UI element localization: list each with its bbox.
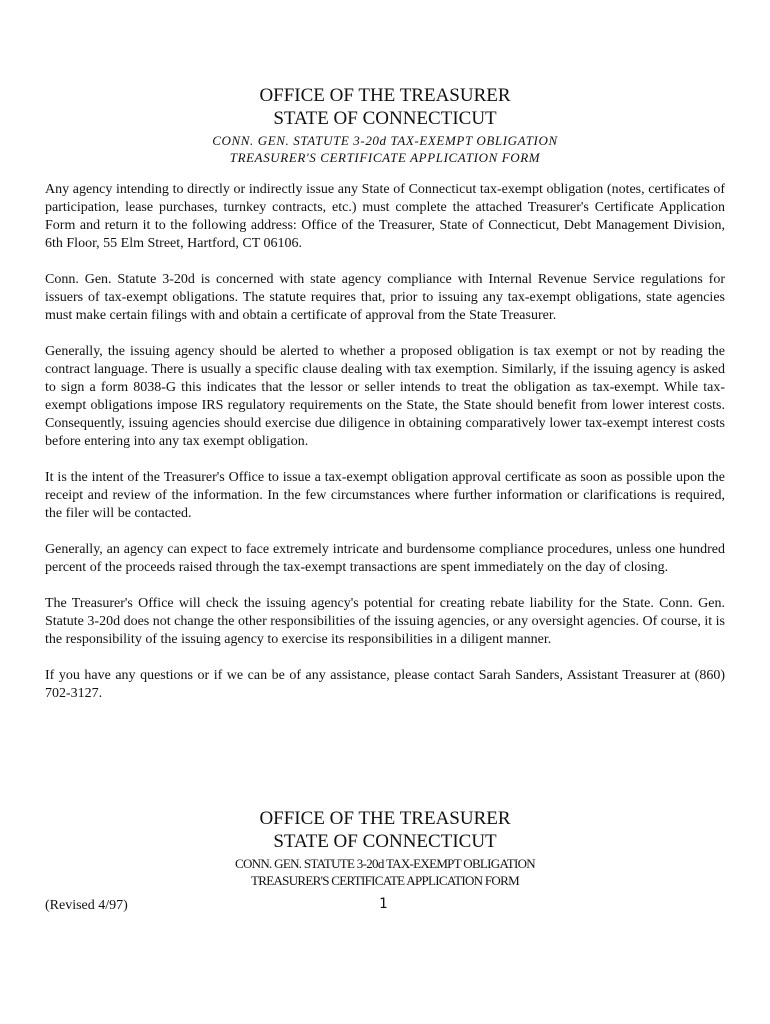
footer-office-title: OFFICE OF THE TREASURER <box>259 808 511 829</box>
footer-state-title: STATE OF CONNECTICUT <box>273 831 497 852</box>
paragraph-approval-intent: It is the intent of the Treasurer's Office to issue a tax-exempt obligation approval certificate as soon as possible upon the receipt and review of the information. In the few circumstances where further information or clarifications is required, the filer will be contacted. <box>45 470 725 521</box>
header-form-subtitle: TREASURER'S CERTIFICATE APPLICATION FORM <box>229 150 541 165</box>
footer-statute-subtitle: CONN. GEN. STATUTE 3-20d TAX-EXEMPT OBLIGATION <box>235 856 535 871</box>
paragraph-statute-overview: Conn. Gen. Statute 3-20d is concerned with state agency compliance with Internal Revenue Service regulations for issuers of tax-exempt obligations. The statute requires that, prior to issuing any tax-exempt obligations, state agencies must make certain filings with and obtain a certificate of approval from the State Treasurer. <box>45 272 725 323</box>
header-state-title: STATE OF CONNECTICUT <box>273 108 497 129</box>
revision-note: (Revised 4/97) <box>45 898 128 913</box>
paragraph-submission-instructions: Any agency intending to directly or indirectly issue any State of Connecticut tax-exempt obligation (notes, certificates of participation, lease purchases, turnkey contracts, etc.) must complete the attached Treasurer's Certificate Application Form and return it to the following address: Office of the Treasurer, State of Connecticut, Debt Management Division, 6th Floor, 55 Elm Street, Hartford, CT 06106. <box>45 182 725 251</box>
paragraph-identifying-obligations: Generally, the issuing agency should be alerted to whether a proposed obligation is tax exempt or not by reading the contract language. There is usually a specific clause dealing with tax exemption. Similarly, if the issuing agency is asked to sign a form 8038-G this indicates that the lessor or seller intends to treat the obligation as tax-exempt. While tax-exempt obligations impose IRS regulatory requirements on the State, the State should benefit from lower interest costs. Consequently, issuing agencies should exercise due diligence in obtaining comparatively lower tax-exempt interest costs before entering into any tax exempt obligation. <box>45 344 725 449</box>
document-body <box>45 181 725 721</box>
header-statute-subtitle: CONN. GEN. STATUTE 3-20d TAX-EXEMPT OBLIGATION <box>212 133 558 148</box>
footer-form-subtitle: TREASURER'S CERTIFICATE APPLICATION FORM <box>251 873 519 888</box>
paragraph-rebate-liability: The Treasurer's Office will check the issuing agency's potential for creating rebate liability for the State. Conn. Gen. Statute 3-20d does not change the other responsibilities of the issuing agencies, or any oversight agencies. Of course, it is the responsibility of the issuing agency to exercise its responsibilities in a diligent manner. <box>45 596 725 647</box>
header-office-title: OFFICE OF THE TREASURER <box>259 85 511 106</box>
footer-header <box>0 807 770 889</box>
page-number: 1 <box>379 896 388 912</box>
document-header <box>0 84 770 166</box>
paragraph-compliance-procedures: Generally, an agency can expect to face extremely intricate and burdensome compliance procedures, unless one hundred percent of the proceeds raised through the tax-exempt transactions are spent immediately on the day of closing. <box>45 542 725 575</box>
paragraph-contact-info: If you have any questions or if we can be of any assistance, please contact Sarah Sanders, Assistant Treasurer at (860) 702-3127. <box>45 668 725 701</box>
